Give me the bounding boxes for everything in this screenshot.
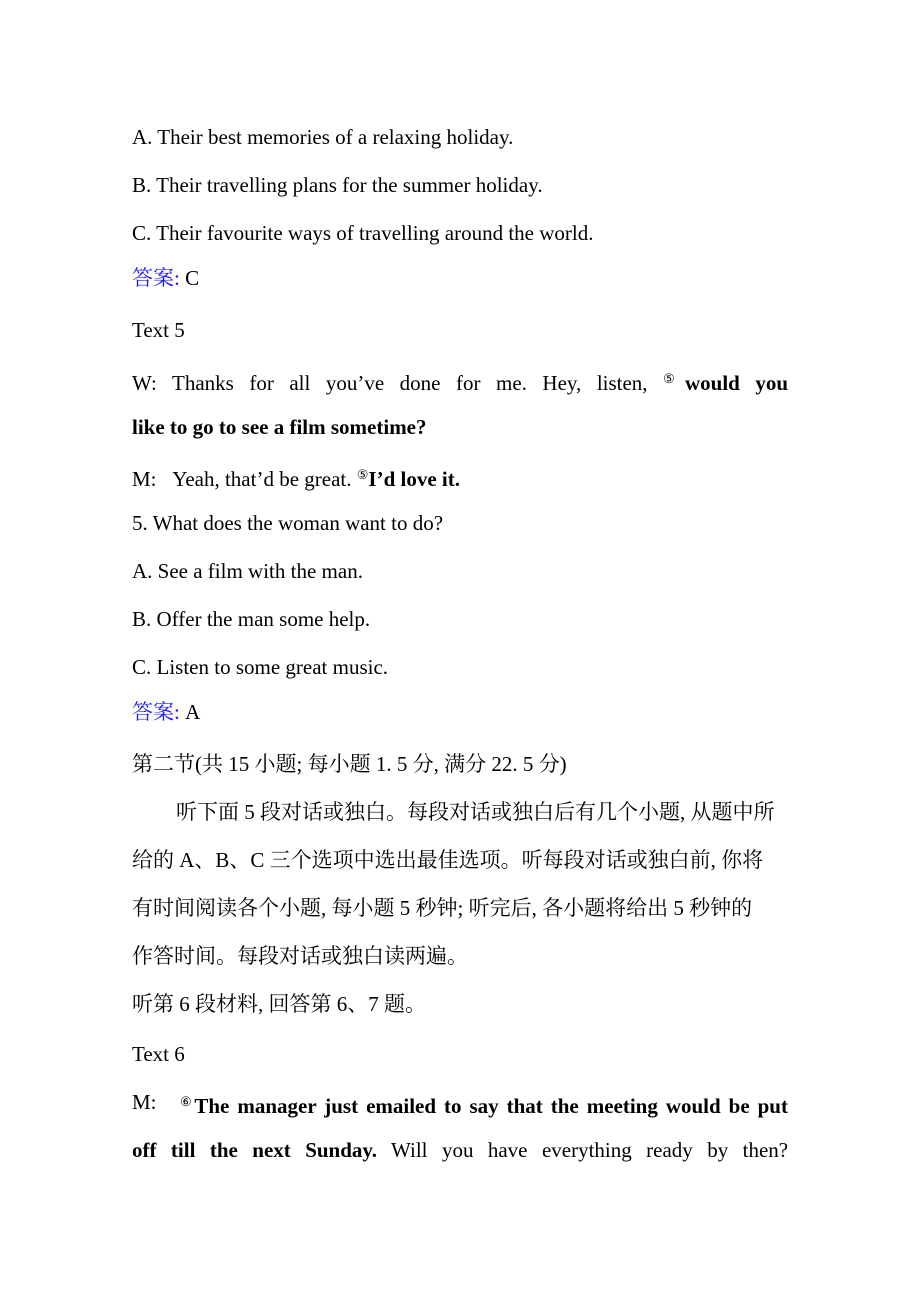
answer-value: A xyxy=(179,700,201,724)
section2-instructions-line3: 有时间阅读各个小题, 每小题 5 秒钟; 听完后, 各小题将给出 5 秒钟的 xyxy=(132,896,753,920)
dialogue-text: Hey, xyxy=(542,371,582,395)
section2-instructions-line2: 给的 A、B、C 三个选项中选出最佳选项。听每段对话或独白前, 你将 xyxy=(132,848,764,872)
speaker-label: M: xyxy=(132,1090,157,1114)
text6-m-line1-content xyxy=(180,1089,788,1119)
key-sentence-text: I’d love it. xyxy=(368,467,460,491)
text5-m-line xyxy=(132,462,460,492)
speaker-label: M: xyxy=(132,467,157,491)
key-sentence-text: like to go to see a film sometime? xyxy=(132,415,427,439)
text5-answer xyxy=(132,699,200,725)
section2-title: 第二节(共 15 小题; 每小题 1. 5 分, 满分 22. 5 分) xyxy=(132,752,567,776)
text6-heading: Text 6 xyxy=(132,1042,185,1066)
circled-number-marker: ⑤ xyxy=(663,371,685,386)
text5-heading: Text 5 xyxy=(132,318,185,342)
text6-m-line2 xyxy=(132,1137,788,1163)
circled-number-marker: ⑤ xyxy=(356,467,369,482)
q4-option-b: B. Their travelling plans for the summer holiday. xyxy=(132,173,543,197)
text5-option-b: B. Offer the man some help. xyxy=(132,607,371,631)
dialogue-text: Yeah, that’d be great. xyxy=(172,467,352,491)
key-sentence-text: Sunday. xyxy=(305,1138,377,1162)
text6-m-line1 xyxy=(132,1089,157,1115)
answer-label: 答案: xyxy=(132,700,180,724)
q4-option-c: C. Their favourite ways of travelling around the world. xyxy=(132,221,594,245)
dialogue-text: ready xyxy=(646,1138,693,1162)
q4-answer xyxy=(132,265,199,291)
text5-option-c: C. Listen to some great music. xyxy=(132,655,389,679)
q4-option-a: A. Their best memories of a relaxing holiday. xyxy=(132,125,514,149)
key-sentence-text: till xyxy=(170,1138,196,1162)
dialogue-text: by xyxy=(707,1138,729,1162)
dialogue-text: listen, xyxy=(596,371,648,395)
text5-option-a: A. See a film with the man. xyxy=(132,559,363,583)
dialogue-text: have xyxy=(487,1138,528,1162)
dialogue-text: you xyxy=(441,1138,474,1162)
circled-number-marker: ⑥ xyxy=(180,1094,195,1109)
text5-w-line1 xyxy=(132,366,788,396)
text5-question: 5. What does the woman want to do? xyxy=(132,511,444,535)
answer-label: 答案: xyxy=(132,266,180,290)
section2-instructions-line1: 听下面 5 段对话或独白。每段对话或独白后有几个小题, 从题中所 xyxy=(176,800,775,824)
key-sentence-text: the xyxy=(209,1138,238,1162)
answer-value: C xyxy=(179,266,200,290)
dialogue-text: everything xyxy=(541,1138,632,1162)
speaker-label: W: xyxy=(132,371,157,395)
text5-w-line2 xyxy=(132,414,427,440)
key-sentence xyxy=(663,371,788,395)
key-sentence-text: off xyxy=(132,1138,157,1162)
section2-instructions-line4: 作答时间。每段对话或独白读两遍。 xyxy=(132,944,468,968)
section2-material-note: 听第 6 段材料, 回答第 6、7 题。 xyxy=(132,992,426,1016)
dialogue-text: Thanks for all you’ve done for me. xyxy=(172,371,527,395)
key-sentence-text: next xyxy=(252,1138,291,1162)
key-sentence-text: The manager just emailed to say that the meeting would be put xyxy=(194,1094,788,1118)
key-sentence-text: would you xyxy=(685,371,789,395)
dialogue-text: Will xyxy=(391,1138,428,1162)
dialogue-text: then? xyxy=(742,1138,789,1162)
